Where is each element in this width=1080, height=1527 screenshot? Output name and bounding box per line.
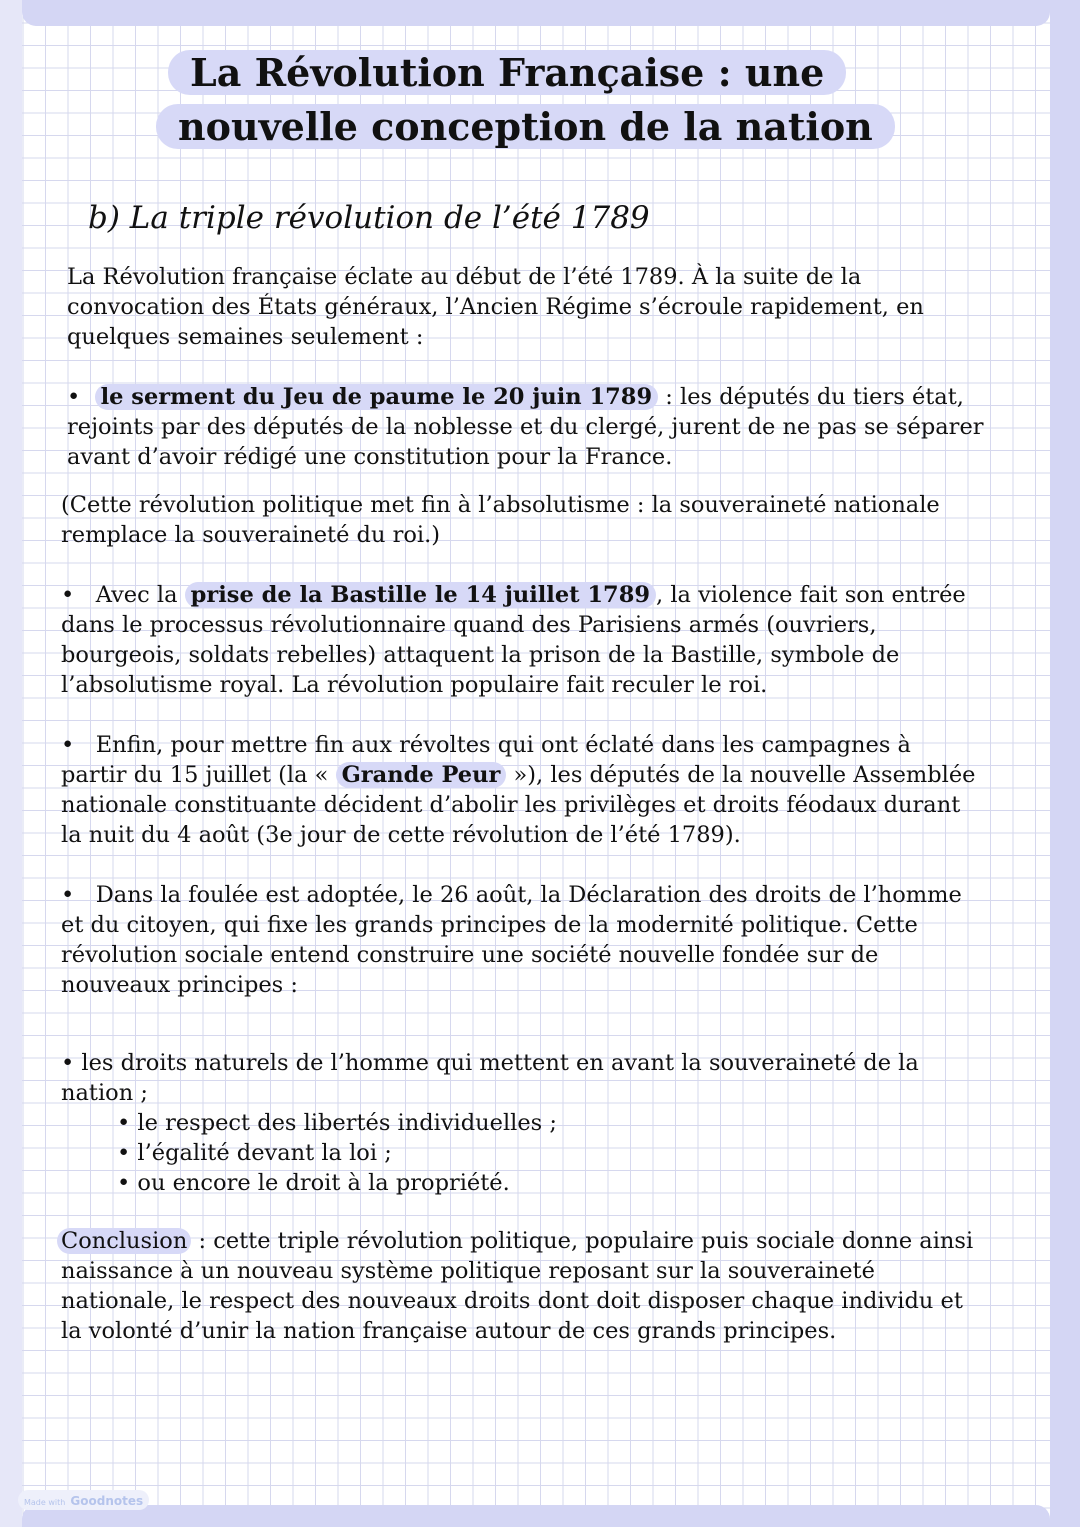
bullet-dot: •: [61, 882, 75, 908]
page-title-line-2: nouvelle conception de la nation: [156, 104, 895, 150]
conclusion-line-4: la volonté d’unir la nation française autour de ces grands principes.: [61, 1318, 837, 1344]
bullet-dot: •: [61, 732, 75, 758]
intro-line-2: convocation des États généraux, l’Ancien Régime s’écroule rapidement, en: [67, 294, 924, 320]
serment-line-1: • le serment du Jeu de paume le 20 juin 1789 : les députés du tiers état,: [67, 384, 964, 410]
politique-line-2: remplace la souveraineté du roi.): [61, 522, 441, 548]
principes-line-1: • les droits naturels de l’homme qui mettent en avant la souveraineté de la: [61, 1050, 919, 1076]
page-frame-right: [1050, 0, 1080, 1527]
bastille-highlight: prise de la Bastille le 14 juillet 1789: [185, 582, 656, 608]
page-frame-bottom: [22, 1505, 1050, 1527]
conclusion-line-1: Conclusion : cette triple révolution politique, populaire puis sociale donne ainsi: [61, 1226, 973, 1256]
politique-line-1: (Cette révolution politique met fin à l’absolutisme : la souveraineté nationale: [61, 492, 940, 518]
bastille-line-2: dans le processus révolutionnaire quand des Parisiens armés (ouvriers,: [61, 612, 877, 638]
bastille-line-3: bourgeois, soldats rebelles) attaquent la prison de la Bastille, symbole de: [61, 642, 900, 668]
peur-line-2: partir du 15 juillet (la « Grande Peur »), les députés de la nouvelle Assemblée: [61, 762, 976, 788]
declaration-line-4: nouveaux principes :: [61, 972, 298, 998]
bastille-line-4: l’absolutisme royal. La révolution populaire fait reculer le roi.: [61, 672, 768, 698]
goodnotes-watermark: Made with Goodnotes: [18, 1490, 149, 1510]
page-frame-left: [0, 0, 22, 1527]
declaration-line-3: révolution sociale entend construire une société nouvelle fondée sur de: [61, 942, 879, 968]
intro-line-1: La Révolution française éclate au début de l’été 1789. À la suite de la: [67, 264, 862, 290]
conclusion-label: Conclusion: [57, 1228, 191, 1254]
page-frame-top: [22, 0, 1050, 26]
principes-line-2: nation ;: [61, 1080, 148, 1106]
peur-highlight: Grande Peur: [336, 762, 507, 788]
serment-highlight: le serment du Jeu de paume le 20 juin 1789: [95, 384, 659, 410]
serment-line-3: avant d’avoir rédigé une constitution pour la France.: [67, 444, 673, 470]
conclusion-line-2: naissance à un nouveau système politique reposant sur la souveraineté: [61, 1258, 875, 1284]
peur-line-3: nationale constituante décident d’abolir les privilèges et droits féodaux durant: [61, 792, 961, 818]
serment-line-2: rejoints par des députés de la noblesse et du clergé, jurent de ne pas se séparer: [67, 414, 984, 440]
bullet-dot: •: [61, 582, 75, 608]
declaration-line-2: et du citoyen, qui fixe les grands principes de la modernité politique. Cette: [61, 912, 918, 938]
section-subtitle: b) La triple révolution de l’été 1789: [88, 200, 650, 236]
principe-item: • le respect des libertés individuelles ;: [117, 1110, 557, 1136]
principe-item: • l’égalité devant la loi ;: [117, 1140, 392, 1166]
principe-item: • ou encore le droit à la propriété.: [117, 1170, 510, 1196]
intro-line-3: quelques semaines seulement :: [67, 324, 424, 350]
peur-line-4: la nuit du 4 août (3e jour de cette révolution de l’été 1789).: [61, 822, 741, 848]
declaration-line-1: • Dans la foulée est adoptée, le 26 août, la Déclaration des droits de l’homme: [61, 882, 962, 908]
peur-line-1: • Enfin, pour mettre fin aux révoltes qui ont éclaté dans les campagnes à: [61, 732, 911, 758]
page-title-line-1: La Révolution Française : une: [168, 50, 846, 96]
conclusion-line-3: nationale, le respect des nouveaux droits dont doit disposer chaque individu et: [61, 1288, 963, 1314]
bastille-line-1: • Avec la prise de la Bastille le 14 juillet 1789 , la violence fait son entrée: [61, 582, 966, 608]
bullet-dot: •: [67, 384, 81, 410]
